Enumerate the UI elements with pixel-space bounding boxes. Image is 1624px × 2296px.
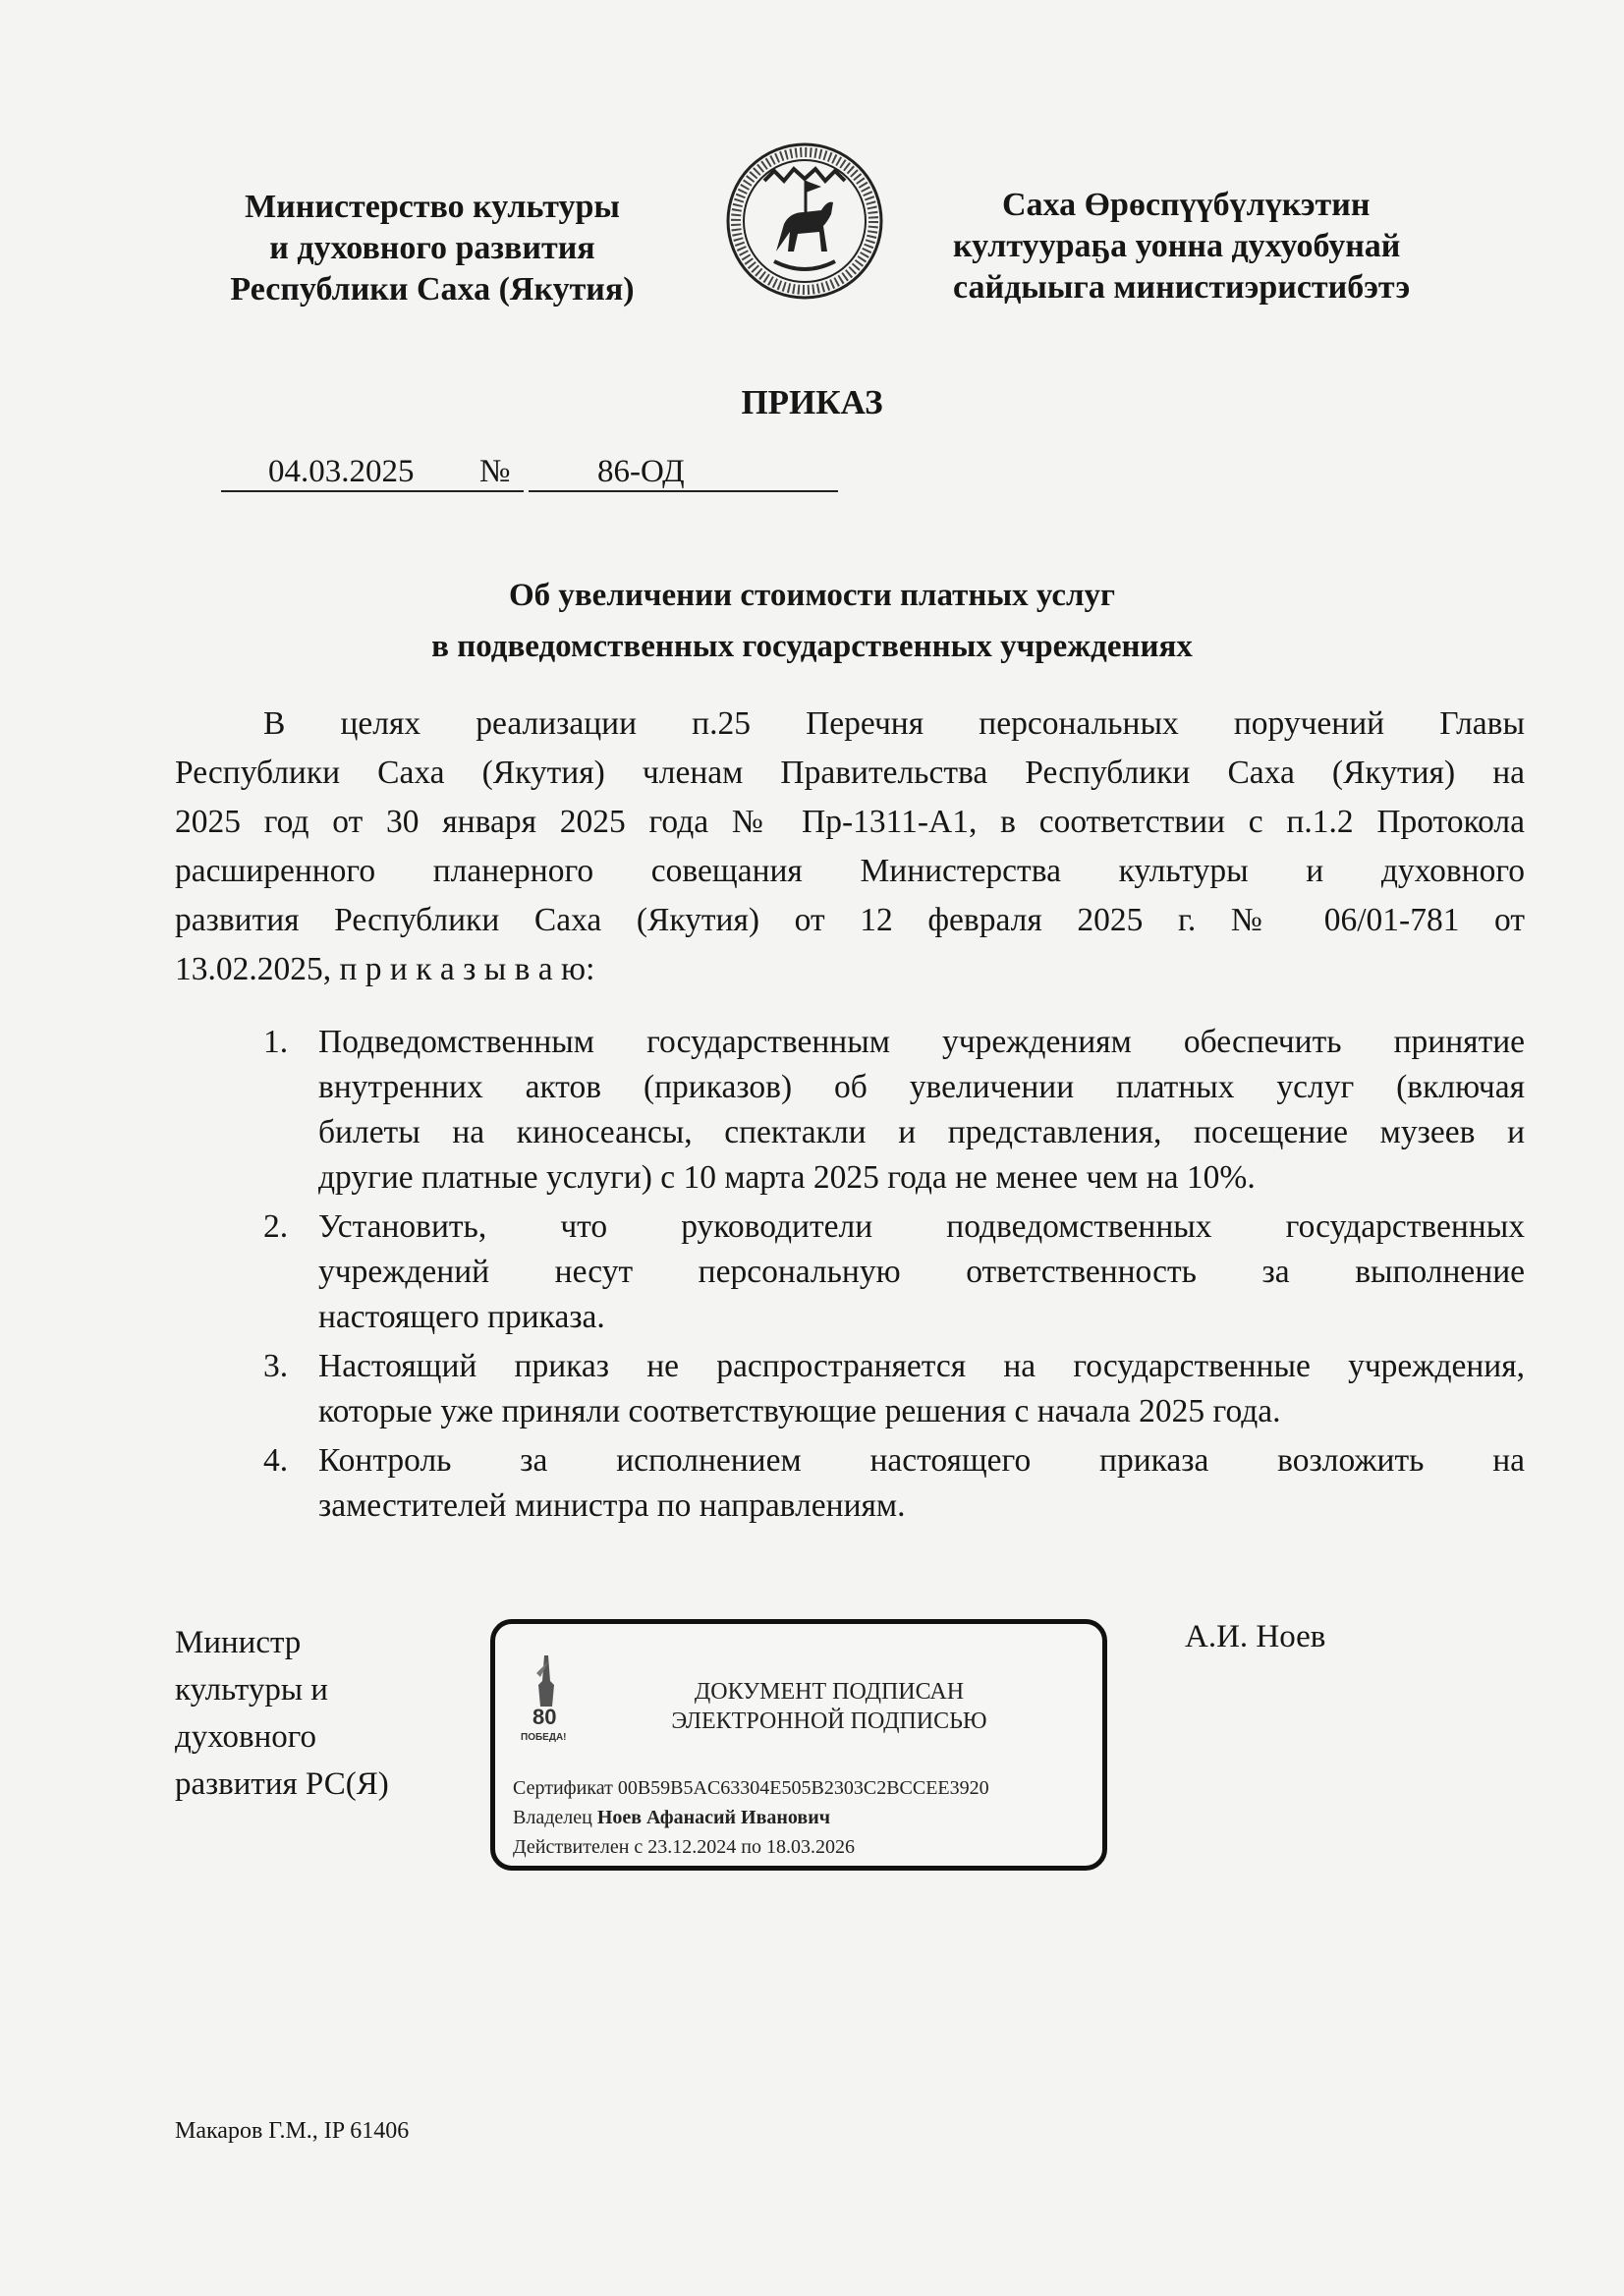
item-line: настоящего приказа. xyxy=(318,1299,605,1335)
item-line: которые уже приняли соответствующие решения с начала 2025 года. xyxy=(318,1393,1281,1429)
item-number: 3. xyxy=(263,1348,289,1384)
order-number-sign: № xyxy=(479,454,511,489)
coat-of-arms-icon xyxy=(725,141,884,301)
subject-line: Об увеличении стоимости платных услуг xyxy=(508,578,1116,613)
stamp-details xyxy=(513,1773,989,1862)
valid-from-value: 23.12.2024 xyxy=(647,1836,737,1858)
signer-name: А.И. Ноев xyxy=(1185,1619,1326,1654)
preamble-line: развития Республики Саха (Якутия) от 12 февраля 2025 г. № 06/01-781 от xyxy=(175,902,1525,938)
stamp-heading-line: ЭЛЕКТРОННОЙ ПОДПИСЬЮ xyxy=(671,1708,987,1734)
header-right-line: култуураҕа уонна духуобунай xyxy=(953,228,1401,264)
item-number: 2. xyxy=(263,1208,289,1245)
order-item xyxy=(263,1204,1525,1340)
subject-line: в подведомственных государственных учреждениях xyxy=(431,629,1193,664)
order-item xyxy=(263,1438,1525,1529)
preamble-line: 13.02.2025, п р и к а з ы в а ю: xyxy=(175,951,595,987)
certificate-label: Сертификат xyxy=(513,1777,613,1799)
item-number: 4. xyxy=(263,1442,289,1479)
victory-80-badge-icon xyxy=(519,1652,574,1746)
item-line: внутренних актов (приказов) об увеличении платных услуг (включая xyxy=(318,1069,1525,1105)
item-line: Настоящий приказ не распространяется на государственные учреждения, xyxy=(318,1348,1525,1384)
ministry-name-sakha xyxy=(953,185,1464,308)
header-left-line: и духовного развития xyxy=(269,230,595,266)
order-subject xyxy=(0,570,1624,672)
ministry-name-russian xyxy=(187,187,678,310)
item-line: учреждений несут персональную ответственность за выполнение xyxy=(318,1254,1525,1290)
order-title: ПРИКАЗ xyxy=(741,383,883,421)
order-date: 04.03.2025 xyxy=(221,454,524,492)
certificate-line xyxy=(513,1773,989,1803)
item-number: 1. xyxy=(263,1024,289,1060)
order-item xyxy=(263,1344,1525,1434)
header-left-line: Республики Саха (Якутия) xyxy=(230,271,635,308)
preamble-line: расширенного планерного совещания Министерства культуры и духовного xyxy=(175,853,1525,889)
header-right-line: сайдыыга министиэристибэтэ xyxy=(953,269,1411,306)
badge-caption: ПОБЕДА! xyxy=(521,1732,567,1743)
signer-position xyxy=(175,1619,389,1808)
item-line: Установить, что руководители подведомственных государственных xyxy=(318,1208,1525,1245)
item-line: Подведомственным государственным учреждениям обеспечить принятие xyxy=(318,1024,1525,1060)
valid-from-label: Действителен с xyxy=(513,1836,644,1858)
validity-line xyxy=(513,1832,989,1862)
stamp-heading xyxy=(633,1677,1026,1736)
preamble-paragraph xyxy=(175,700,1525,994)
order-item xyxy=(263,1020,1525,1201)
executor-footer: Макаров Г.М., IP 61406 xyxy=(175,2118,410,2144)
order-items-list xyxy=(263,1020,1525,1533)
owner-label: Владелец xyxy=(513,1807,592,1828)
badge-number: 80 xyxy=(532,1705,557,1729)
certificate-value: 00B59B5AC63304E505B2303C2BCCEE3920 xyxy=(617,1777,989,1799)
signer-position-line: Министр xyxy=(175,1625,302,1660)
preamble-line: В целях реализации п.25 Перечня персональных поручений Главы xyxy=(263,705,1525,742)
owner-line xyxy=(513,1803,989,1832)
preamble-line: 2025 год от 30 января 2025 года № Пр-1311-А1, в соответствии с п.1.2 Протокола xyxy=(175,804,1525,840)
signer-position-line: культуры и xyxy=(175,1672,328,1708)
header-left-line: Министерство культуры xyxy=(245,189,620,225)
valid-to-label: по xyxy=(741,1836,761,1858)
item-line: билеты на киносеансы, спектакли и представления, посещение музеев и xyxy=(318,1114,1525,1150)
header-right-line: Саха Өрөспүүбүлүкэтин xyxy=(1002,187,1371,223)
valid-to-value: 18.03.2026 xyxy=(766,1836,855,1858)
item-line: Контроль за исполнением настоящего приказа возложить на xyxy=(318,1442,1525,1479)
item-line: заместителей министра по направлениям. xyxy=(318,1487,906,1524)
signer-position-line: духовного xyxy=(175,1719,316,1755)
preamble-line: Республики Саха (Якутия) членам Правительства Республики Саха (Якутия) на xyxy=(175,755,1525,791)
electronic-signature-stamp xyxy=(490,1619,1107,1871)
signer-position-line: развития РС(Я) xyxy=(175,1766,389,1802)
owner-value: Ноев Афанасий Иванович xyxy=(596,1807,830,1828)
item-line: другие платные услуги) с 10 марта 2025 года не менее чем на 10%. xyxy=(318,1159,1256,1196)
order-number: 86-ОД xyxy=(529,454,838,492)
stamp-heading-line: ДОКУМЕНТ ПОДПИСАН xyxy=(694,1679,965,1705)
